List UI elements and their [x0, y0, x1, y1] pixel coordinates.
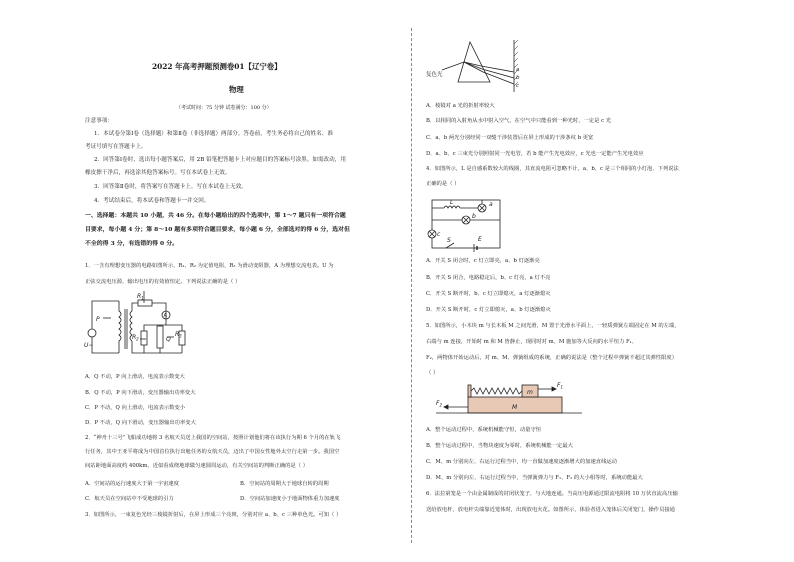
- q4-option: D．开关 S 断开时，c 灯立即熄灭，a、b 灯逐渐熄灭: [426, 307, 551, 313]
- prism-figure: [424, 36, 534, 98]
- transformer-circuit-figure: [86, 291, 190, 359]
- q3-option: B．以相同的入射角从水中射入空气，在空气中只能看到一种光时，一定是 c 光: [426, 118, 612, 124]
- section-heading: 不全的得 3 分，有选错的得 0 分。: [85, 240, 178, 247]
- q-label: Q: [166, 336, 171, 343]
- q6-stem: 送给放电杆，放电杆尖端靠近笼体时，出现放电火花。如图所示，体验者进入笼体后关闭笼门，操作员接通: [426, 507, 675, 513]
- force-f1-label: $F_1$: [557, 382, 563, 390]
- q2-stem: 行任务，其中王亚平将成为中国首位执行出舱任务的女航天员，迈出了中国女性舱外太空行走第一步。我国空: [85, 449, 340, 455]
- subject-title: 物理: [229, 85, 244, 94]
- small-block-label: m: [527, 389, 533, 396]
- q4-option: B．开关 S 闭合，电路稳定后，b、c 灯亮，a 灯不亮: [426, 275, 551, 281]
- q2-option: D．空间站加速度小于地面物体重力加速度: [240, 496, 340, 502]
- spot-c-label: c: [516, 83, 520, 89]
- switch-label: S: [447, 237, 451, 244]
- board-label: M: [512, 404, 518, 411]
- q1-stem: 1．一含有理想变压器的电路如图所示，R₁、R₂ 为定值电阻，R₃ 为滑动变阻器，A 为理想交流电表。U 为: [85, 263, 334, 269]
- q4-option: A．开关 S 闭合时，c 灯立即亮，a、b 灯逐渐亮: [426, 258, 540, 264]
- q5-stem: F₂，两物体开始运动后，对 m、M、弹簧组成的系统，正确的说法是（整个过程中弹簧不超过其弹性限度）: [426, 355, 677, 361]
- p-label: P: [96, 316, 100, 323]
- q3-option: D．a、b、c 三束光分别照射同一光电管，若 b 能产生光电效应，c 光也一定能产生光电效应: [426, 151, 644, 157]
- q2-stem: 间站距地面高度约 400km，近似看成绕地球做匀速圆周运动，有关空间站的判断正确的是（ ）: [85, 463, 308, 469]
- notice-line: 橡皮擦干净后，再选涂其他答案标号。写在本试卷上无效。: [85, 170, 231, 176]
- q3-option: A．棱镜对 a 光的折射率较大: [426, 103, 495, 109]
- inductor-circuit-figure: [426, 194, 506, 254]
- exam-title: 2022 年高考押题预测卷01【辽宁卷】: [152, 62, 282, 71]
- spot-a-label: a: [516, 67, 520, 73]
- u-label: U∼: [84, 342, 94, 349]
- q2-option: A．空间站的运行速度大于第一宇宙速度: [85, 481, 179, 487]
- q1-stem: 正弦交流电压源，输出电压的有效值恒定。下列说法正确的是（ ）: [85, 279, 241, 285]
- lamp-b-label: b: [472, 213, 476, 220]
- q5-stem: 右端与 m 连接，开始时 m 和 M 皆静止，现同时对 m、M 施加等大反向的水平恒力 F₁、: [426, 339, 638, 345]
- notice-line: 1．本试卷分第Ⅰ卷（选择题）和第Ⅱ卷（非选择题）两部分。答卷前，考生务必将自己的姓名、准: [94, 131, 333, 137]
- q1-option: D．P 不动，Q 向下滑动，变压器输出功率变大: [85, 420, 196, 426]
- spot-b-label: b: [516, 75, 520, 81]
- q1-option: B．Q 不动，P 向下滑动，变压器输出功率变大: [85, 390, 196, 396]
- force-f2-label: $F_2$: [436, 400, 442, 408]
- q5-option: D．M、m 分别向左、右运行过程当中，当弹簧弹力与 F₁、F₂ 的大小相等时，系统动能最大: [426, 475, 643, 481]
- spring-block-figure: [434, 379, 584, 419]
- ammeter-label: A: [163, 313, 167, 319]
- r2-label: $R_2$: [132, 334, 139, 342]
- q4-stem: 正确的是（ ）: [426, 181, 460, 187]
- q1-option: A．Q 不动，P 向上滑动，电流表示数变大: [85, 374, 185, 380]
- column-divider: [411, 28, 412, 543]
- q2-stem: 2．“神舟十三号”飞船成功地将 3 名航天员送上我国的空间站，按照计划他们将在该执行为期 6 个月的在轨飞: [85, 435, 341, 441]
- lamp-c-label: c: [437, 231, 441, 238]
- notice-line: 考证号填写在答题卡上。: [85, 144, 147, 150]
- q4-stem: 4．如图所示，L 是自感系数较大的线圈，其直流电阻可忽略不计，a、b、c 是三个相同的小灯泡，下列说法: [426, 166, 679, 172]
- q3-stem: 3．如图所示，一束复色光经三棱镜折射后，在屏上形成三个亮斑，分别对应 a、b、c 三种单色光。可知（ ）: [85, 512, 342, 518]
- left-column: [80, 0, 402, 562]
- inductor-label: L: [450, 199, 454, 206]
- right-column: [424, 0, 764, 562]
- r3-label: $R_3$: [175, 331, 182, 339]
- q2-option: C．航天员在空间站中不受地球的引力: [85, 496, 174, 502]
- notice-line: 3．回答第Ⅱ卷时，将答案写在答题卡上。写在本试卷上无效。: [94, 184, 247, 190]
- notice-line: 4．考试结束后，将本试卷和答题卡一并交回。: [94, 198, 210, 204]
- section-heading: 一、选择题：本题共 10 小题，共 46 分。在每小题给出的四个选项中，第 1～7 题只有一项符合题: [85, 212, 346, 219]
- q5-option: B．整个运动过程中，当物块速度为零时，系统机械能一定最大: [426, 443, 573, 449]
- q5-stem: 5．如图所示，小木块 m 与长木板 M 之间光滑，M 置于光滑水平面上，一轻质弹簧左端固定在 M 的左端，: [426, 323, 680, 329]
- q6-stem: 6．法拉第笼是一个由金属制成的封闭状笼子，与大地连通。当高压电源通过限流电阻将 10 万伏直流高压输: [426, 491, 678, 497]
- q2-option: B．空间站的周期大于地球自转的周期: [240, 481, 329, 487]
- section-heading: 目要求，每小题 4 分；第 8～10 题有多项符合题目要求，每小题 6 分，全部选对的得 6 分，选对但: [85, 226, 350, 233]
- r1-label: $R_1$: [137, 293, 144, 301]
- q1-option: C．P 不动，Q 向上滑动，电流表示数变小: [85, 405, 186, 411]
- q5-stem: （ ）: [426, 370, 439, 376]
- q5-option: C．M、m 分别向左、右运行过程当中，均一直做加速度逐渐增大的加速直线运动: [426, 459, 617, 465]
- q4-option: C．开关 S 断开时，b、c 灯立即熄灭，a 灯逐渐熄灭: [426, 291, 551, 297]
- time-info: （考试时间：75 分钟 试卷满分：100 分）: [176, 105, 272, 111]
- complex-light-label: 复色光: [426, 72, 443, 78]
- lamp-a-label: a: [489, 201, 493, 208]
- notice-line: 2．回答第Ⅰ卷时，选出每小题答案后，用 2B 铅笔把答题卡上对应题目的答案标号涂黑。如需改动，用: [94, 157, 346, 163]
- battery-label: E: [478, 236, 482, 243]
- q5-option: A．整个运动过程中，系统机械能守恒，动量守恒: [426, 427, 542, 433]
- q3-option: C．a、b 两光分别经同一双缝干涉装置后在屏上形成的干涉条纹 b 更宽: [426, 135, 594, 141]
- notice-title: 注意事项：: [85, 118, 113, 124]
